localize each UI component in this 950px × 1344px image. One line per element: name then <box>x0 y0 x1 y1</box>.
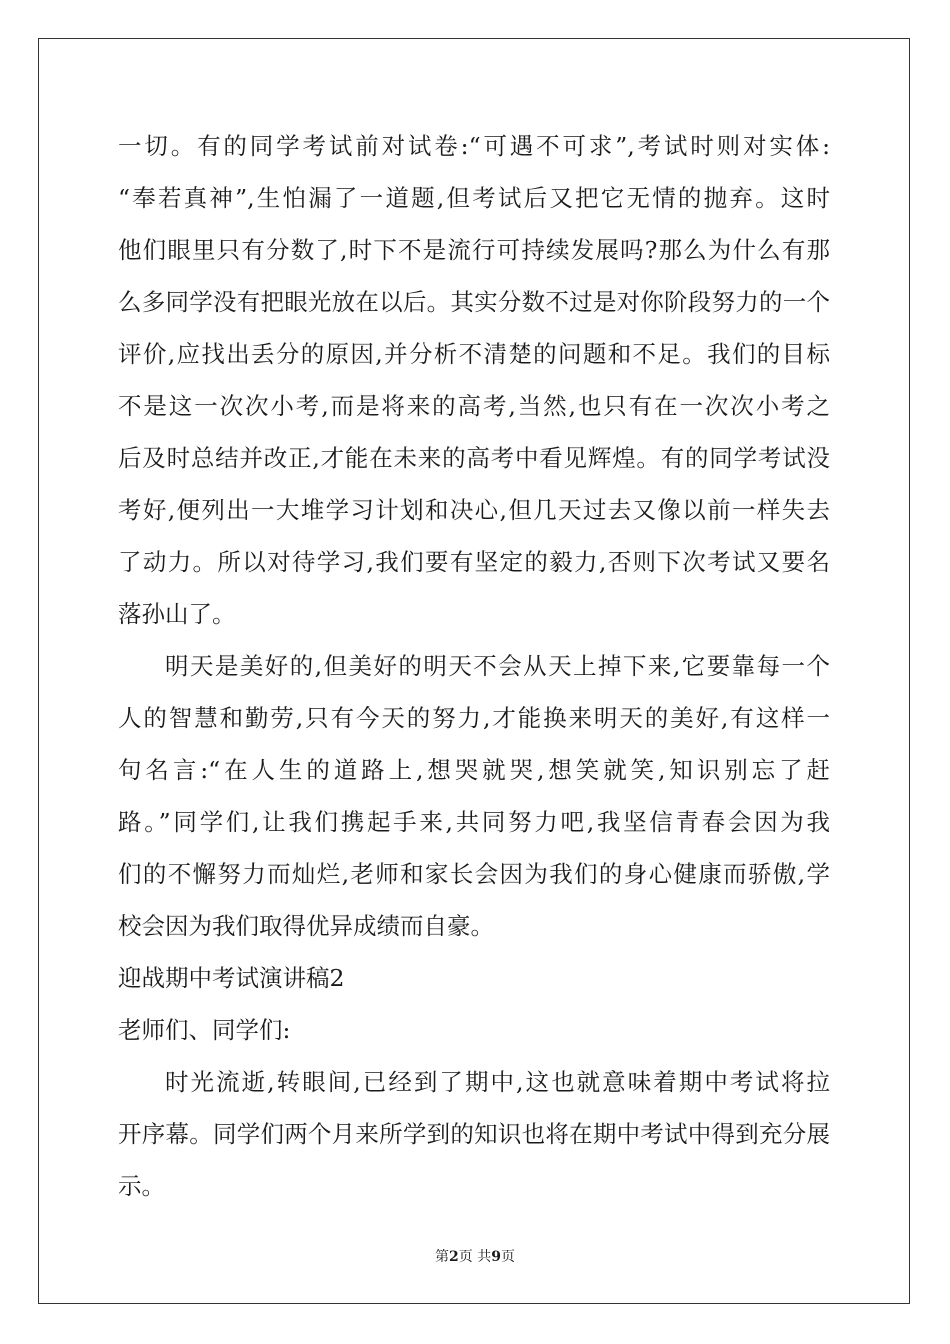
text-line: 一切。有的同学考试前对试卷:“可遇不可求”,考试时则对实体: <box>118 132 830 160</box>
text-line: 路。”同学们,让我们携起手来,共同努力吧,我坚信青春会因为我 <box>118 808 830 836</box>
text-line: 们的不懈努力而灿烂,老师和家长会因为我们的身心健康而骄傲,学 <box>118 860 830 888</box>
text-line: 老师们、同学们: <box>118 1016 291 1044</box>
text-line: 他们眼里只有分数了,时下不是流行可持续发展吗?那么为什么有那 <box>118 236 830 264</box>
text-line: 示。 <box>118 1172 165 1200</box>
footer-suffix: 页 <box>500 1249 515 1265</box>
text-line: 么多同学没有把眼光放在以后。其实分数不过是对你阶段努力的一个 <box>118 288 830 316</box>
text-line: “奉若真神”,生怕漏了一道题,但考试后又把它无情的抛弃。这时 <box>118 184 830 212</box>
page-footer <box>0 1246 950 1266</box>
current-page-number: 2 <box>449 1249 459 1265</box>
text-line: 评价,应找出丢分的原因,并分析不清楚的问题和不足。我们的目标 <box>118 340 830 368</box>
footer-middle: 页 共 <box>458 1249 492 1265</box>
text-line: 落孙山了。 <box>118 600 236 628</box>
footer-prefix: 第 <box>435 1249 450 1265</box>
text-line: 后及时总结并改正,才能在未来的高考中看见辉煌。有的同学考试没 <box>118 444 830 472</box>
text-line: 了动力。所以对待学习,我们要有坚定的毅力,否则下次考试又要名 <box>118 548 830 576</box>
text-line: 人的智慧和勤劳,只有今天的努力,才能换来明天的美好,有这样一 <box>118 704 830 732</box>
text-line: 迎战期中考试演讲稿2 <box>118 964 345 992</box>
text-line: 时光流逝,转眼间,已经到了期中,这也就意味着期中考试将拉 <box>165 1068 830 1096</box>
text-line: 不是这一次次小考,而是将来的高考,当然,也只有在一次次小考之 <box>118 392 830 420</box>
text-line: 考好,便列出一大堆学习计划和决心,但几天过去又像以前一样失去 <box>118 496 830 524</box>
text-line: 校会因为我们取得优异成绩而自豪。 <box>118 912 494 940</box>
text-line: 句名言:“在人生的道路上,想哭就哭,想笑就笑,知识别忘了赶 <box>118 756 830 784</box>
total-page-count: 9 <box>491 1249 501 1265</box>
text-line: 明天是美好的,但美好的明天不会从天上掉下来,它要靠每一个 <box>165 652 830 680</box>
text-line: 开序幕。同学们两个月来所学到的知识也将在期中考试中得到充分展 <box>118 1120 830 1148</box>
document-body <box>118 126 830 1218</box>
